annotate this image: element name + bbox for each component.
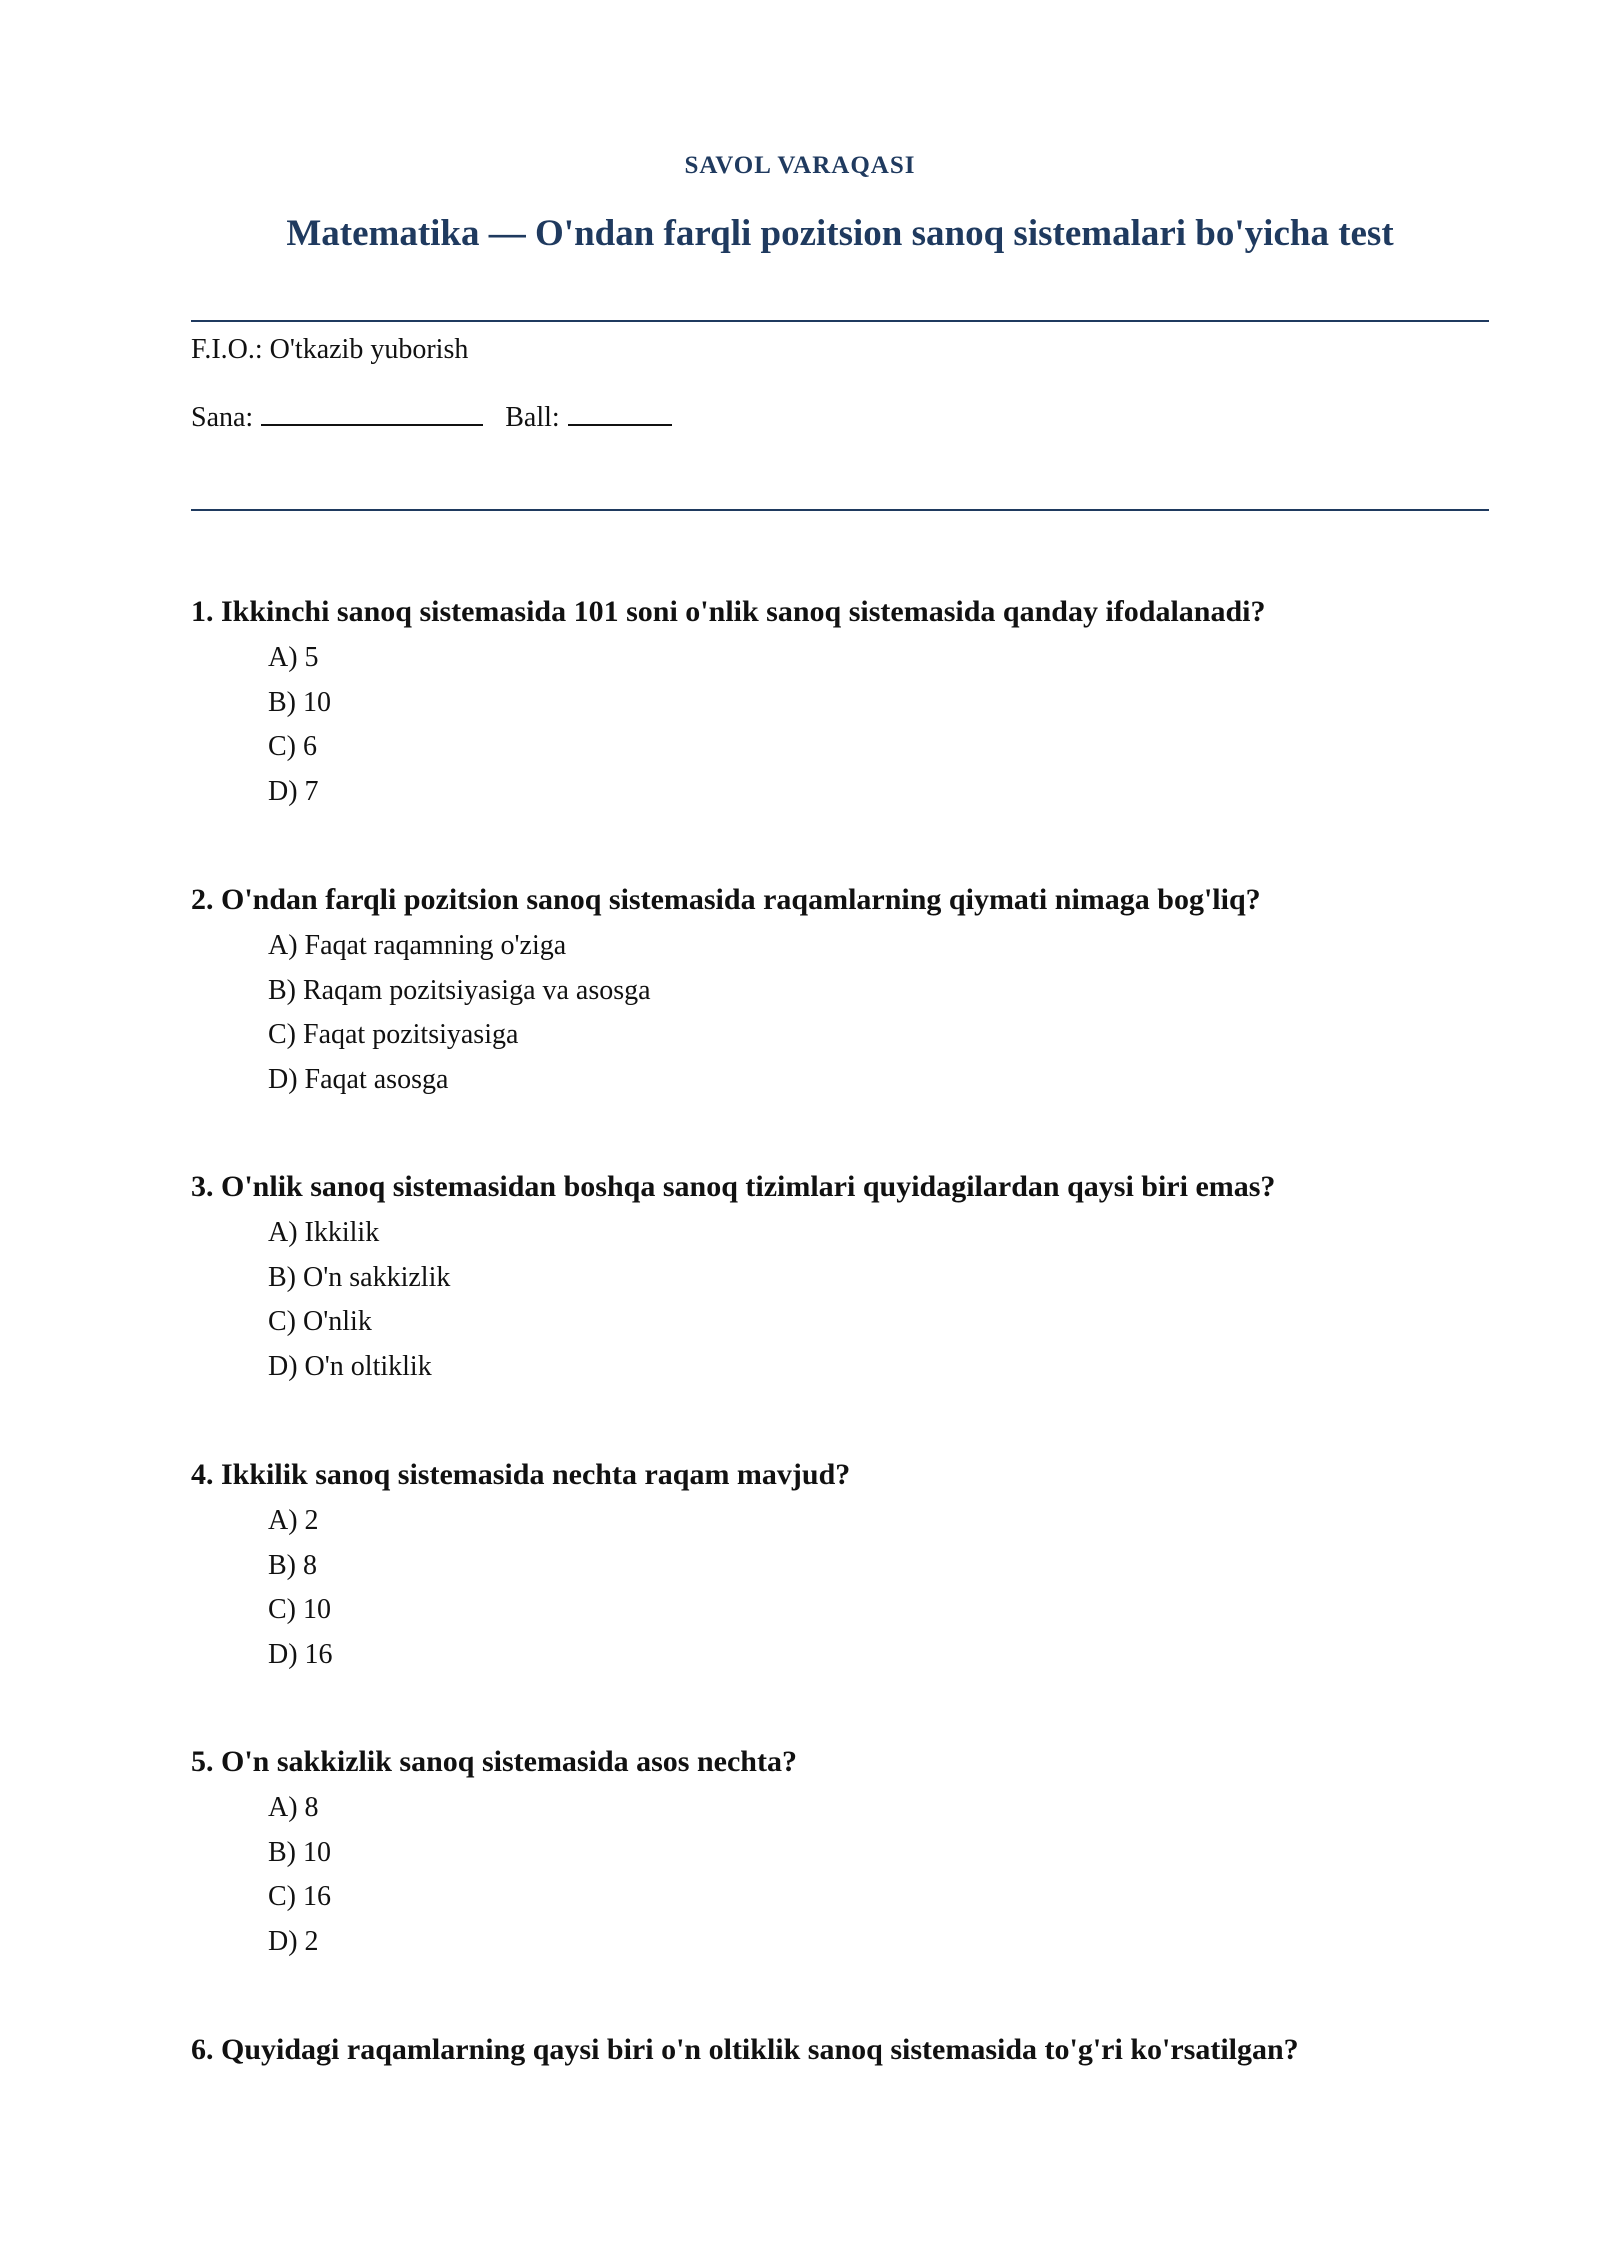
date-label: Sana: — [191, 402, 254, 433]
page-title: Matematika — O'ndan farqli pozitsion sanoq sistemalari bo'yicha test — [286, 213, 1394, 254]
option-b: B) 8 — [268, 1549, 317, 1581]
date-score-row — [191, 400, 672, 434]
option-a: A) 8 — [268, 1792, 319, 1823]
option-c: C) Faqat pozitsiyasiga — [268, 1019, 519, 1050]
option-list — [268, 636, 1491, 814]
question-text: 6. Quyidagi raqamlarning qaysi biri o'n oltiklik sanoq sistemasida to'g'ri ko'rsatilgan? — [191, 2033, 1299, 2066]
date-blank — [261, 400, 483, 426]
option-d: D) Faqat asosga — [268, 1063, 449, 1095]
option-a: A) Faqat raqamning o'ziga — [268, 930, 567, 961]
sheet-label: SAVOL VARAQASI — [684, 152, 916, 179]
option-d: D) 2 — [268, 1925, 319, 1957]
question-5 — [191, 1742, 1491, 1964]
top-divider — [191, 320, 1489, 322]
question-3 — [191, 1167, 1491, 1389]
score-label: Ball: — [505, 402, 560, 433]
fio-value: O'tkazib yuborish — [269, 334, 469, 365]
option-d: D) O'n oltiklik — [268, 1350, 432, 1382]
option-list — [268, 1786, 1491, 1964]
question-4 — [191, 1455, 1491, 1677]
score-blank — [568, 400, 672, 426]
question-1 — [191, 592, 1491, 814]
option-b: B) Raqam pozitsiyasiga va asosga — [268, 974, 651, 1006]
option-b: B) O'n sakkizlik — [268, 1261, 451, 1293]
option-c: C) 16 — [268, 1881, 331, 1912]
option-b: B) 10 — [268, 1836, 331, 1868]
question-text: 5. O'n sakkizlik sanoq sistemasida asos nechta? — [191, 1745, 797, 1778]
option-c: C) 6 — [268, 731, 317, 762]
option-a: A) 2 — [268, 1505, 319, 1536]
question-text: 1. Ikkinchi sanoq sistemasida 101 soni o'nlik sanoq sistemasida qanday ifodalanadi? — [191, 595, 1266, 628]
option-a: A) Ikkilik — [268, 1217, 380, 1248]
question-text: 3. O'nlik sanoq sistemasidan boshqa sanoq tizimlari quyidagilardan qaysi biri emas? — [191, 1170, 1276, 1203]
fio-label: F.I.O.: — [191, 334, 263, 365]
fio-field — [191, 334, 468, 366]
question-text: 2. O'ndan farqli pozitsion sanoq sistemasida raqamlarning qiymati nimaga bog'liq? — [191, 883, 1261, 916]
option-list — [268, 1499, 1491, 1677]
question-2 — [191, 880, 1491, 1102]
option-d: D) 16 — [268, 1638, 333, 1670]
option-b: B) 10 — [268, 686, 331, 718]
question-text: 4. Ikkilik sanoq sistemasida nechta raqam mavjud? — [191, 1458, 851, 1491]
question-6 — [191, 2030, 1491, 2070]
option-c: C) O'nlik — [268, 1306, 372, 1337]
option-list — [268, 1211, 1491, 1389]
option-c: C) 10 — [268, 1594, 331, 1625]
option-a: A) 5 — [268, 642, 319, 673]
bottom-divider — [191, 509, 1489, 511]
option-d: D) 7 — [268, 775, 319, 807]
option-list — [268, 924, 1491, 1102]
